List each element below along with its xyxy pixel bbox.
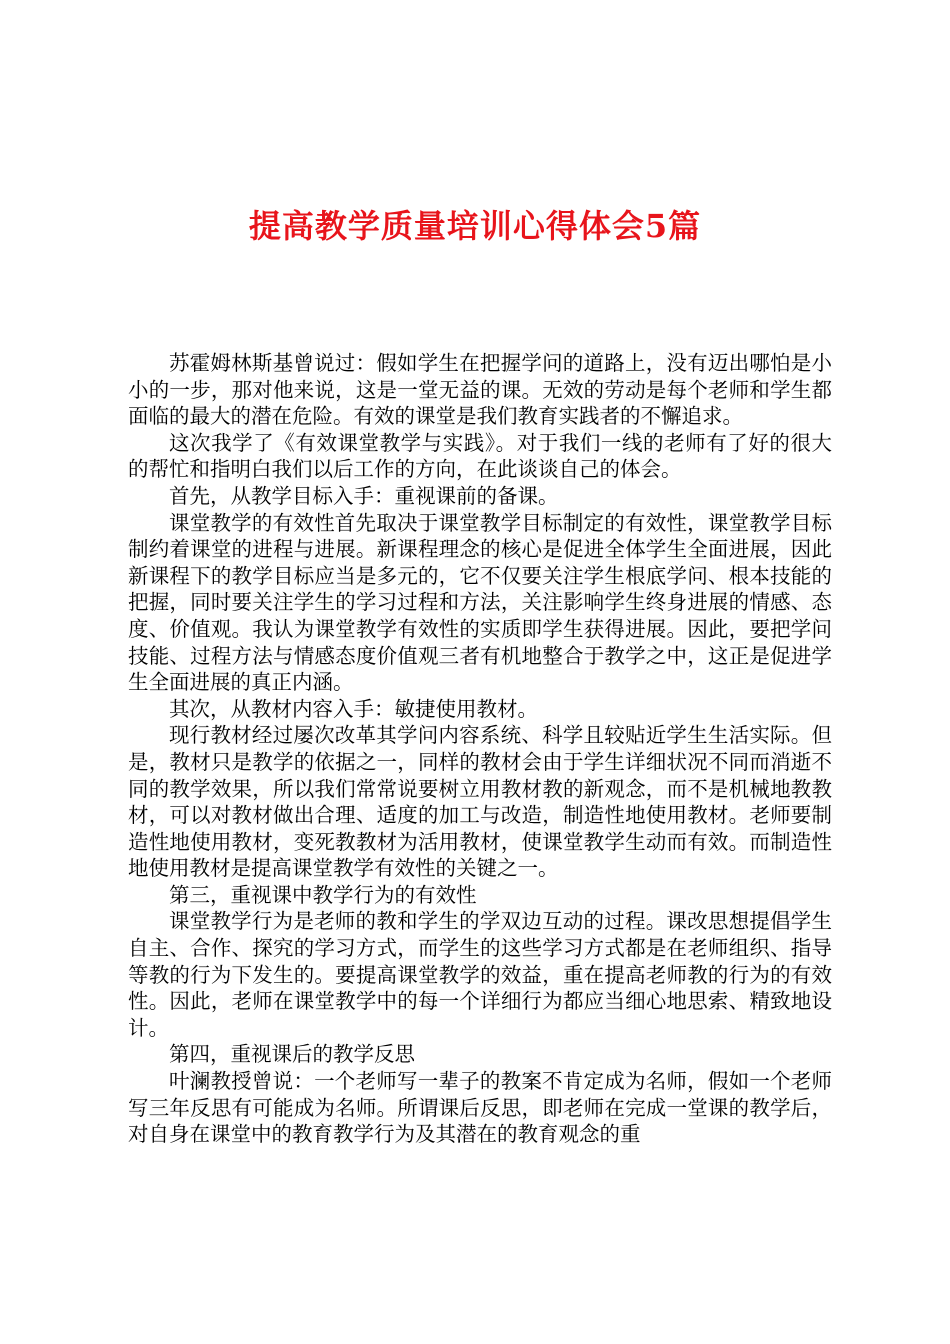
paragraph: 苏霍姆林斯基曾说过：假如学生在把握学问的道路上，没有迈出哪怕是小小的一步，那对他来说，这是一堂无益的课。无效的劳动是每个老师和学生都面临的最大的潜在危险。有效的课堂是我们教育实践者的不懈追求。: [128, 351, 832, 429]
paragraph: 叶澜教授曾说：一个老师写一辈子的教案不肯定成为名师，假如一个老师写三年反思有可能成为名师。所谓课后反思，即老师在完成一堂课的教学后，对自身在课堂中的教育教学行为及其潜在的教育观念的重: [128, 1069, 832, 1147]
section-heading: 其次，从教材内容入手：敏捷使用教材。: [169, 696, 538, 721]
section-heading: 首先，从教学目标入手：重视课前的备课。: [169, 483, 559, 508]
paragraph: 课堂教学的有效性首先取决于课堂教学目标制定的有效性，课堂教学目标制约着课堂的进程与进展。新课程理念的核心是促进全体学生全面进展，因此新课程下的教学目标应当是多元的，它不仅要关注学生根底学问、根本技能的把握，同时要关注学生的学习过程和方法，关注影响学生终身进展的情感、态度、价值观。我认为课堂教学有效性的实质即学生获得进展。因此，要把学问技能、过程方法与情感态度价值观三者有机地整合于教学之中，这正是促进学生全面进展的真正内涵。: [128, 510, 832, 695]
document-body: [128, 350, 832, 1148]
section-heading: 第三，重视课中教学行为的有效性: [169, 882, 477, 907]
paragraph: 这次我学了《有效课堂教学与实践》。对于我们一线的老师有了好的很大的帮忙和指明白我们以后工作的方向，在此谈谈自己的体会。: [128, 430, 832, 482]
paragraph: 课堂教学行为是老师的教和学生的学双边互动的过程。课改思想提倡学生自主、合作、探究的学习方式，而学生的这些学习方式都是在老师组织、指导等教的行为下发生的。要提高课堂教学的效益，重在提高老师教的行为的有效性。因此，老师在课堂教学中的每一个详细行为都应当细心地思索、精致地设计。: [128, 909, 832, 1040]
paragraph: 现行教材经过屡次改革其学问内容系统、科学且较贴近学生生活实际。但是，教材只是教学的依据之一，同样的教材会由于学生详细状况不同而消逝不同的教学效果，所以我们常常说要树立用教材教的新观念，而不是机械地教教材，可以对教材做出合理、适度的加工与改造，制造性地使用教材。老师要制造性地使用教材，变死教教材为活用教材，使课堂教学生动而有效。而制造性地使用教材是提高课堂教学有效性的关键之一。: [128, 723, 832, 881]
section-heading: 第四，重视课后的教学反思: [169, 1042, 415, 1067]
document-title: 提高教学质量培训心得体会5篇: [248, 207, 702, 245]
